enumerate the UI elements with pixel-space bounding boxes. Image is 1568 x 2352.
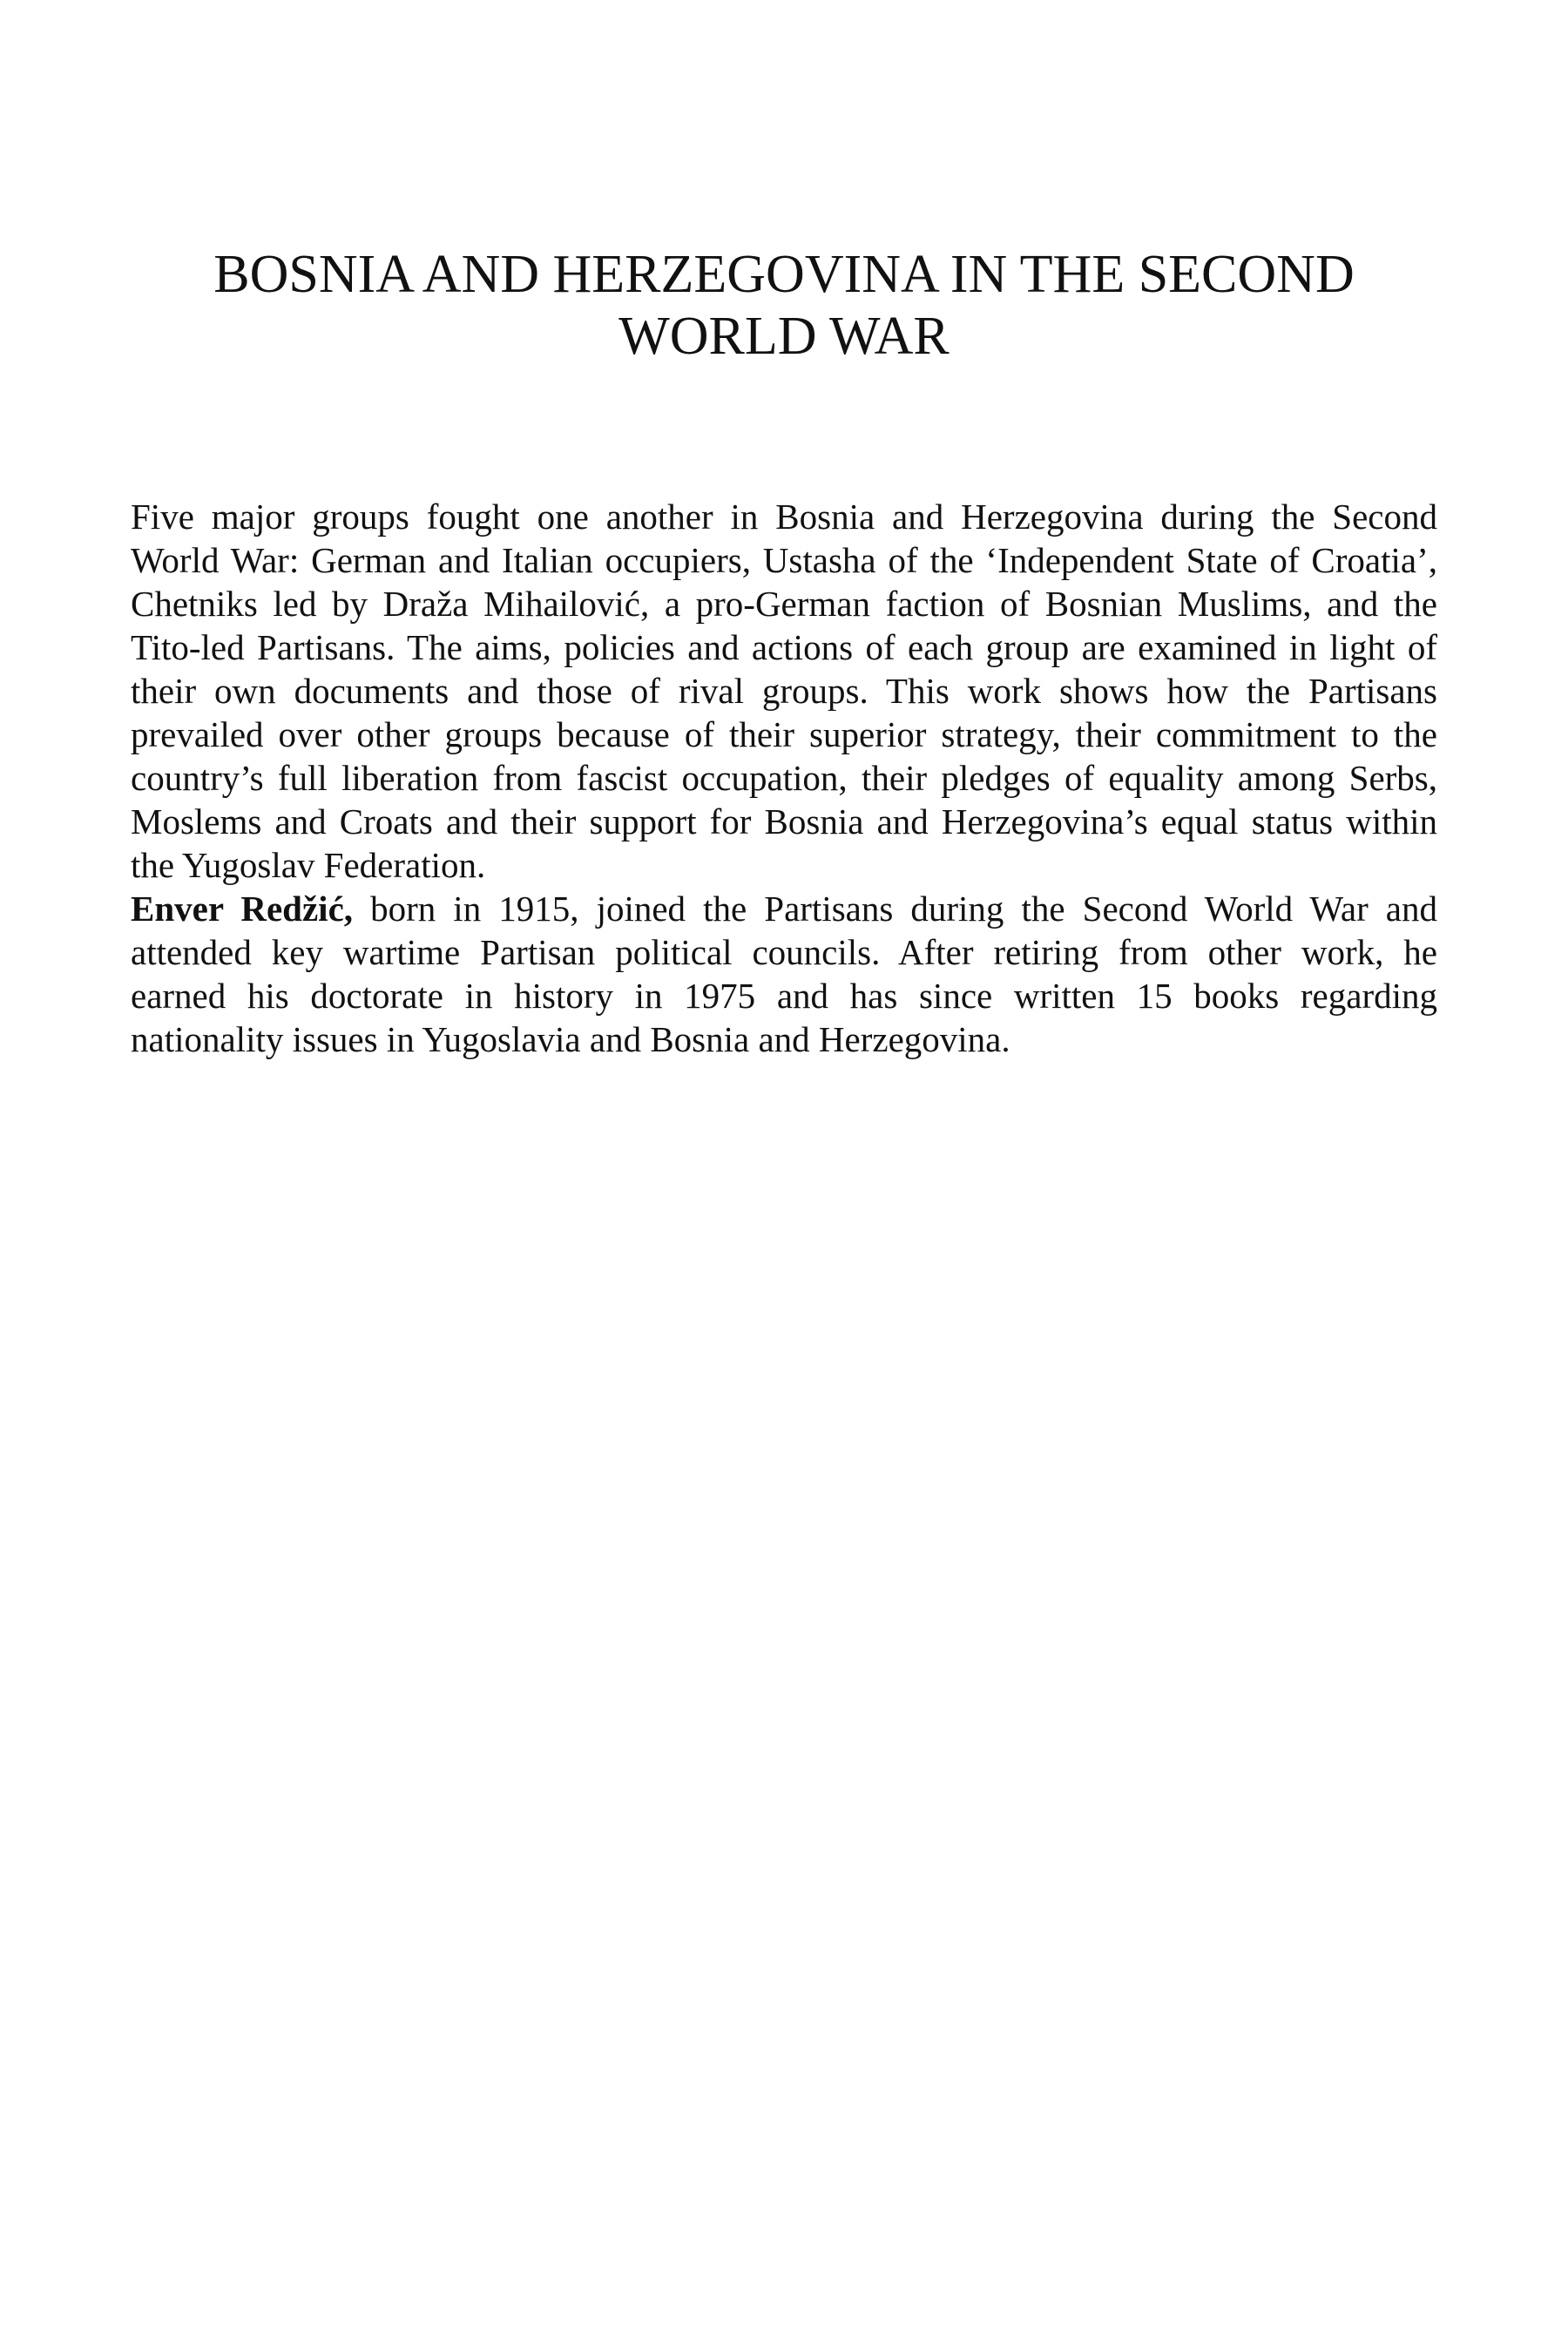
author-bio-line: attended key wartime Partisan political councils. After retiring from other work, he [131,932,1437,972]
title-line-1: BOSNIA AND HERZEGOVINA IN THE SECOND [213,245,1355,304]
description-line: Chetniks led by Draža Mihailović, a pro-German faction of Bosnian Muslims, and the [131,584,1437,624]
author-bio-line: earned his doctorate in history in 1975 and has since written 15 books regarding [131,976,1437,1016]
description-line: Tito-led Partisans. The aims, policies and actions of each group are examined in light of [131,627,1437,667]
description-line: Moslems and Croats and their support for Bosnia and Herzegovina’s equal status within [131,801,1437,841]
description-line: their own documents and those of rival groups. This work shows how the Partisans [131,671,1437,711]
description-line: Five major groups fought one another in Bosnia and Herzegovina during the Second [131,497,1437,537]
author-bio-first-line-text: born in 1915, joined the Partisans during the Second World War and [353,889,1437,929]
page-title [131,247,1437,371]
description-line: prevailed over other groups because of their superior strategy, their commitment to the [131,714,1437,754]
description-line-last: the Yugoslav Federation. [131,845,486,885]
title-line-2: WORLD WAR [618,307,950,366]
author-bio-line-last: nationality issues in Yugoslavia and Bosnia and Herzegovina. [131,1019,1010,1059]
description-line: country’s full liberation from fascist occupation, their pledges of equality among Serbs, [131,758,1437,798]
author-bio-line-1 [131,887,1437,930]
author-name: Enver Redžić, [131,889,354,929]
description-block [131,495,1437,1061]
description-line: World War: German and Italian occupiers, Ustasha of the ‘Independent State of Croatia’, [131,540,1437,580]
